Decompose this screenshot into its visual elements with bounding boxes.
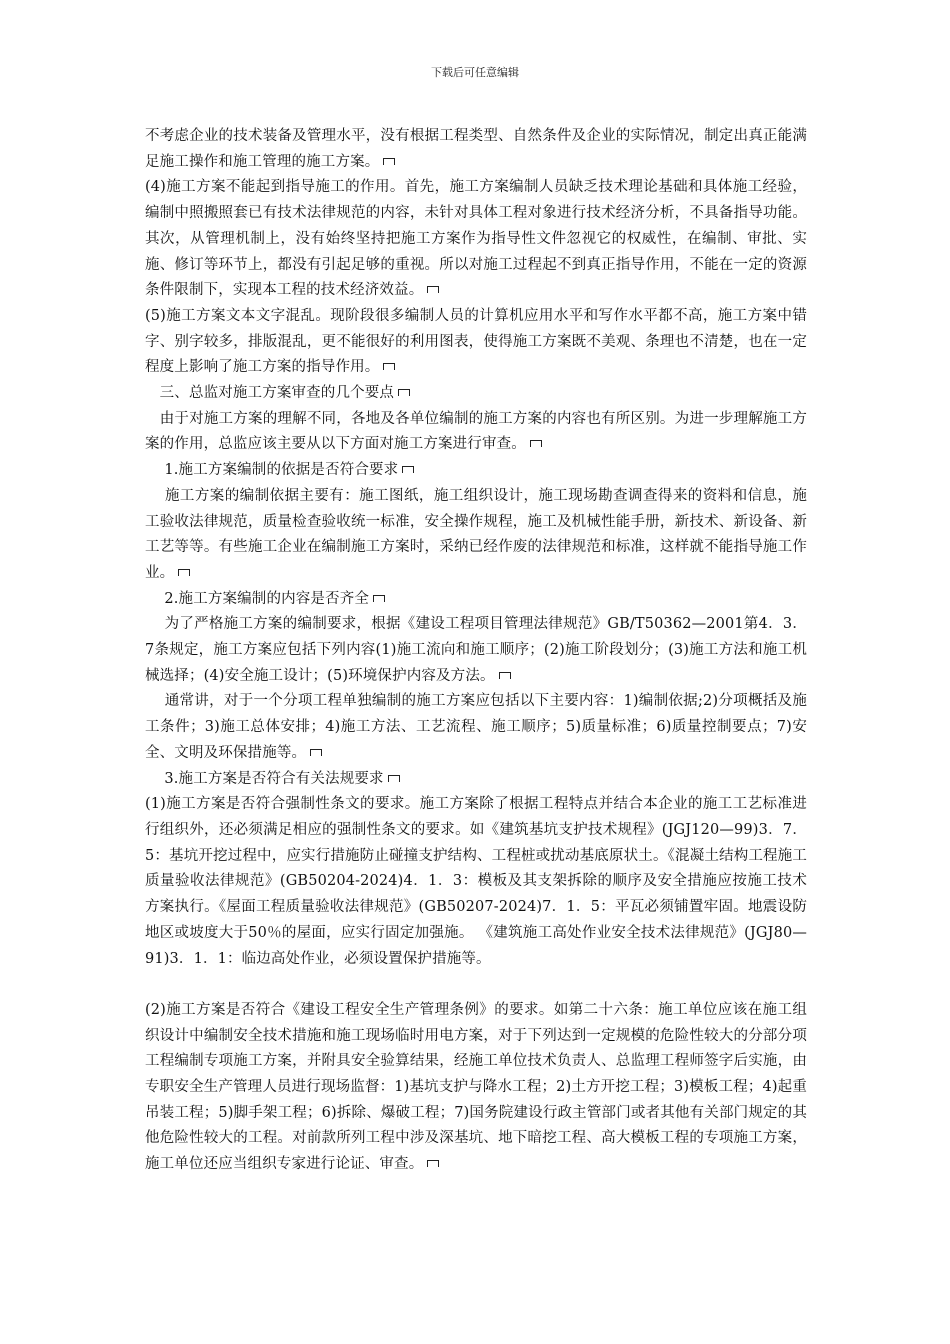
paragraph-mark-icon	[387, 772, 401, 784]
paragraph-mark-icon	[397, 386, 411, 398]
paragraph-mark-icon	[426, 283, 440, 295]
paragraph-text: (1)施工方案是否符合强制性条文的要求。施工方案除了根据工程特点并结合本企业的施工工艺标准进行组织外，还必须满足相应的强制性条文的要求。如《建筑基坑支护技术规程》(JGJ120—99)3．7．5：基坑开挖过程中，应实行措施防止碰撞支护结构、工程桩或扰动基底原状土。《混凝土结构工程施工质量验收法律规范》(GB50204-2024)4．1．3：模板及其支架拆除的顺序及安全措施应按施工技术方案执行。《屋面工程质量验收法律规范》(GB50207-2024)7．1．5：平瓦必须铺置牢固。地震设防地区或坡度大于50％的屋面，应实行固定加强施。 《建筑施工高处作业安全技术法律规范》(JGJ80—91)3．1．1：临边高处作业，必须设置保护措施等。	[145, 796, 807, 967]
paragraph	[145, 484, 807, 587]
blank-line	[145, 972, 807, 998]
paragraph-mark-icon	[382, 155, 396, 167]
paragraph-mark-icon	[177, 566, 191, 578]
paragraph-mark-icon	[309, 746, 323, 758]
paragraph-text: 为了严格施工方案的编制要求，根据《建设工程项目管理法律规范》GB/T50362—2001第4．3．7条规定，施工方案应包括下列内容(1)施工流向和施工顺序；(2)施工阶段划分；(3)施工方法和施工机械选择；(4)安全施工设计；(5)环境保护内容及方法。	[145, 616, 807, 684]
paragraph	[145, 407, 807, 458]
paragraph	[145, 304, 807, 381]
paragraph-text: 通常讲，对于一个分项工程单独编制的施工方案应包括以下主要内容：1)编制依据;2)分项概括及施工条件；3)施工总体安排；4)施工方法、工艺流程、施工顺序；5)质量标准；6)质量控制要点；7)安全、文明及环保措施等。	[145, 693, 807, 761]
paragraph	[145, 612, 807, 689]
paragraph-text: (5)施工方案文本文字混乱。现阶段很多编制人员的计算机应用水平和写作水平都不高，施工方案中错字、别字较多，排版混乱，更不能很好的利用图表，使得施工方案既不美观、条理也不清楚，也在一定程度上影响了施工方案的指导作用。	[145, 307, 807, 376]
subheading	[145, 767, 807, 793]
subheading	[145, 458, 807, 484]
paragraph	[145, 124, 807, 175]
paragraph-mark-icon	[426, 1157, 440, 1169]
page-header: 下载后可任意编辑	[431, 66, 519, 79]
subheading-text: 3.施工方案是否符合有关法规要求	[145, 770, 384, 787]
subheading-text: 2.施工方案编制的内容是否齐全	[145, 590, 369, 607]
paragraph	[145, 689, 807, 766]
subheading	[145, 587, 807, 613]
paragraph	[145, 792, 807, 972]
paragraph	[145, 998, 807, 1178]
paragraph-text: (4)施工方案不能起到指导施工的作用。首先，施工方案编制人员缺乏技术理论基础和具体施工经验，编制中照搬照套已有技术法律规范的内容，未针对具体工程对象进行技术经济分析，不具备指导功能。其次，从管理机制上，没有始终坚持把施工方案作为指导性文件忽视它的权威性，在编制、审批、实施、修订等环节上，都没有引起足够的重视。所以对施工过程起不到真正指导作用，不能在一定的资源条件限制下，实现本工程的技术经济效益。	[145, 179, 807, 299]
paragraph-text: 施工方案的编制依据主要有：施工图纸，施工组织设计，施工现场勘查调查得来的资料和信息，施工验收法律规范，质量检查验收统一标准，安全操作规程，施工及机械性能手册，新技术、新设备、新工艺等等。有些施工企业在编制施工方案时，采纳已经作废的法律规范和标准，这样就不能指导施工作业。	[145, 487, 807, 581]
paragraph-text: (2)施工方案是否符合《建设工程安全生产管理条例》的要求。如第二十六条：施工单位应该在施工组织设计中编制安全技术措施和施工现场临时用电方案，对于下列达到一定规模的危险性较大的分部分项工程编制专项施工方案，并附具安全验算结果，经施工单位技术负责人、总监理工程师签字后实施，由专职安全生产管理人员进行现场监督：1)基坑支护与降水工程；2)土方开挖工程；3)模板工程；4)起重吊装工程；5)脚手架工程；6)拆除、爆破工程；7)国务院建设行政主管部门或者其他有关部门规定的其他危险性较大的工程。对前款所列工程中涉及深基坑、地下暗挖工程、高大模板工程的专项施工方案，施工单位还应当组织专家进行论证、审查。	[145, 1001, 807, 1173]
paragraph-mark-icon	[498, 669, 512, 681]
paragraph-mark-icon	[372, 592, 386, 604]
paragraph-mark-icon	[401, 463, 415, 475]
subheading-text: 1.施工方案编制的依据是否符合要求	[145, 462, 399, 479]
paragraph-text: 由于对施工方案的理解不同，各地及各单位编制的施工方案的内容也有所区别。为进一步理解施工方案的作用，总监应该主要从以下方面对施工方案进行审查。	[145, 410, 807, 453]
paragraph-mark-icon	[382, 360, 396, 372]
document-body	[145, 124, 807, 1178]
paragraph-mark-icon	[529, 437, 543, 449]
section-heading	[145, 381, 807, 407]
section-heading-text: 三、总监对施工方案审查的几个要点	[145, 385, 395, 402]
paragraph	[145, 175, 807, 304]
paragraph-text: 不考虑企业的技术装备及管理水平，没有根据工程类型、自然条件及企业的实际情况，制定出真正能满足施工操作和施工管理的施工方案。	[145, 128, 807, 170]
